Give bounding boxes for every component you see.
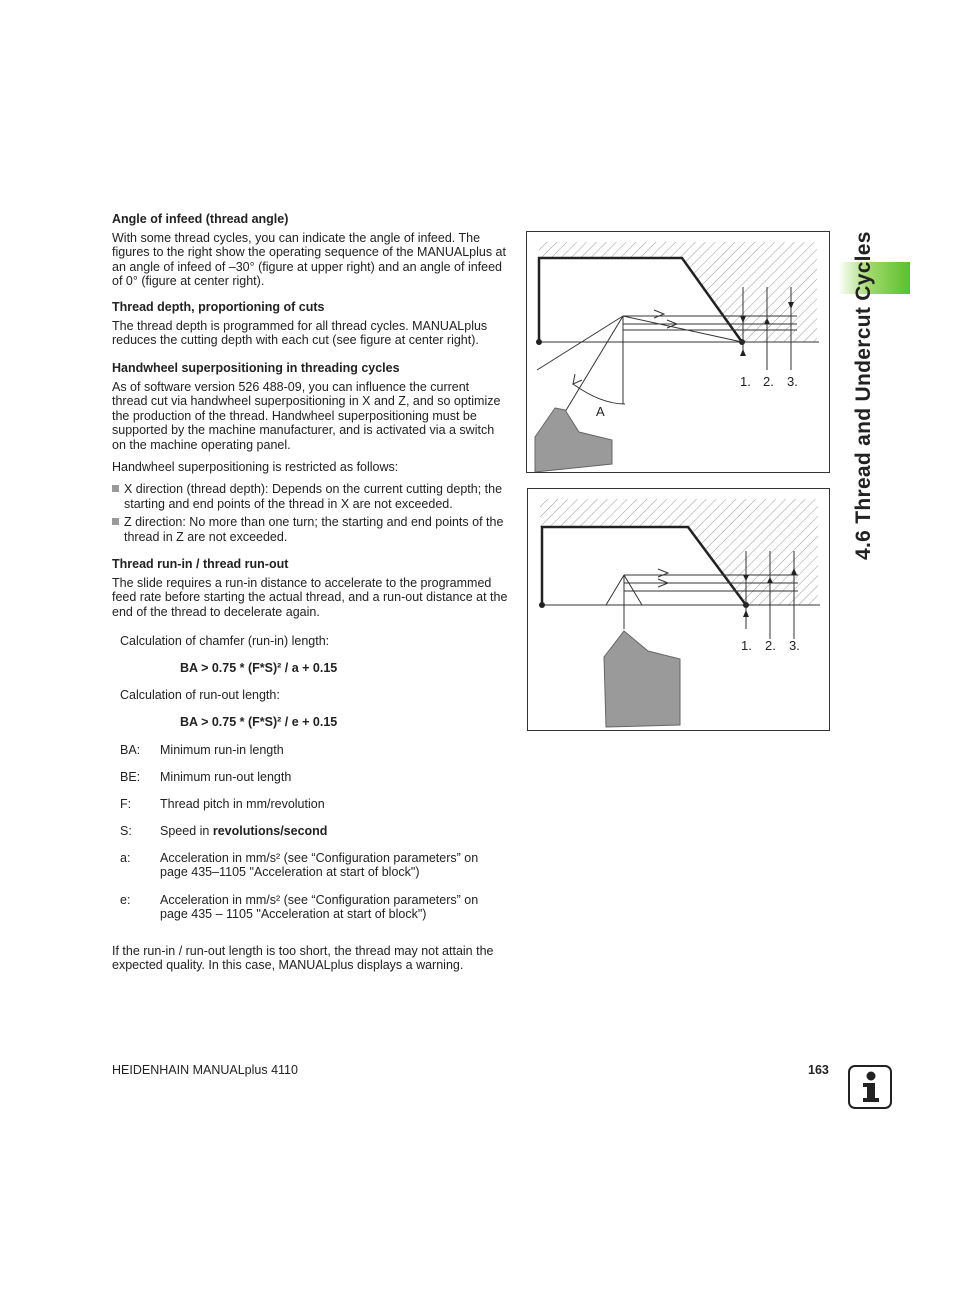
figure-bottom-label: 2. [765,638,776,653]
heading-handwheel: Handwheel superpositioning in threading cycles [112,361,400,375]
closing-paragraph: If the run-in / run-out length is too short, the thread may not attain the expected quality. In this case, MANUALplus displays a warning. [112,944,494,973]
calc-runin-label: Calculation of chamfer (run-in) length: [120,634,330,648]
figure-bottom-drawing [528,489,829,730]
calc-runout-label: Calculation of run-out length: [120,688,280,702]
figure-top-label: 1. [740,374,751,389]
figure-bottom-label: 3. [789,638,800,653]
figure-bottom [527,488,830,731]
info-icon [848,1065,892,1109]
text-depth: The thread depth is programmed for all thread cycles. MANUALplus reduces the cutting depth with each cut (see figure at center right). [112,319,488,348]
list-item: Z direction: No more than one turn; the starting and end points of the thread in Z are not exceeded. [112,515,508,544]
formula-runout: BA > 0.75 * (F*S)² / e + 0.15 [180,715,338,729]
figure-top-label: 3. [787,374,798,389]
chapter-title: 4.6 Thread and Undercut Cycles [852,231,875,560]
heading-depth: Thread depth, proportioning of cuts [112,300,325,314]
page-number: 163 [808,1063,829,1077]
footer-title: HEIDENHAIN MANUALplus 4110 [112,1063,298,1077]
figure-top-label: 2. [763,374,774,389]
section-runin [112,557,508,619]
figure-top [526,231,830,473]
figure-top-drawing [527,232,829,472]
formula-runin: BA > 0.75 * (F*S)² / a + 0.15 [180,661,338,675]
section-angle [112,212,508,289]
list-item: X direction (thread depth): Depends on the current cutting depth; the starting and end points of the thread in X are not exceeded. [112,482,508,511]
bullet-square-icon [112,518,119,525]
figure-bottom-label: 1. [741,638,752,653]
text-runin: The slide requires a run-in distance to accelerate to the programmed feed rate before starting the actual thread, and a run-out distance at the end of the thread to decelerate again. [112,576,508,619]
bullet-square-icon [112,485,119,492]
text-angle: With some thread cycles, you can indicate the angle of infeed. The figures to the right show the operating sequence of the MANUALplus at an angle of infeed of –30° (figure at upper right) and an angle of infeed of 0° (figure at center right). [112,231,506,289]
text-handwheel: As of software version 526 488-09, you can influence the current thread cut via handwheel superpositioning in X and Z, and so optimize the production of the thread. Handwheel superpositioning must be supported by the machine manufacturer, and is activated via a switch on the machine operating panel. [112,380,501,452]
section-handwheel [112,361,508,544]
section-depth [112,300,508,348]
heading-runin: Thread run-in / thread run-out [112,557,289,571]
text-restricted: Handwheel superpositioning is restricted as follows: [112,460,399,475]
heading-angle: Angle of infeed (thread angle) [112,212,289,226]
figure-top-angle-label: A [596,404,605,419]
